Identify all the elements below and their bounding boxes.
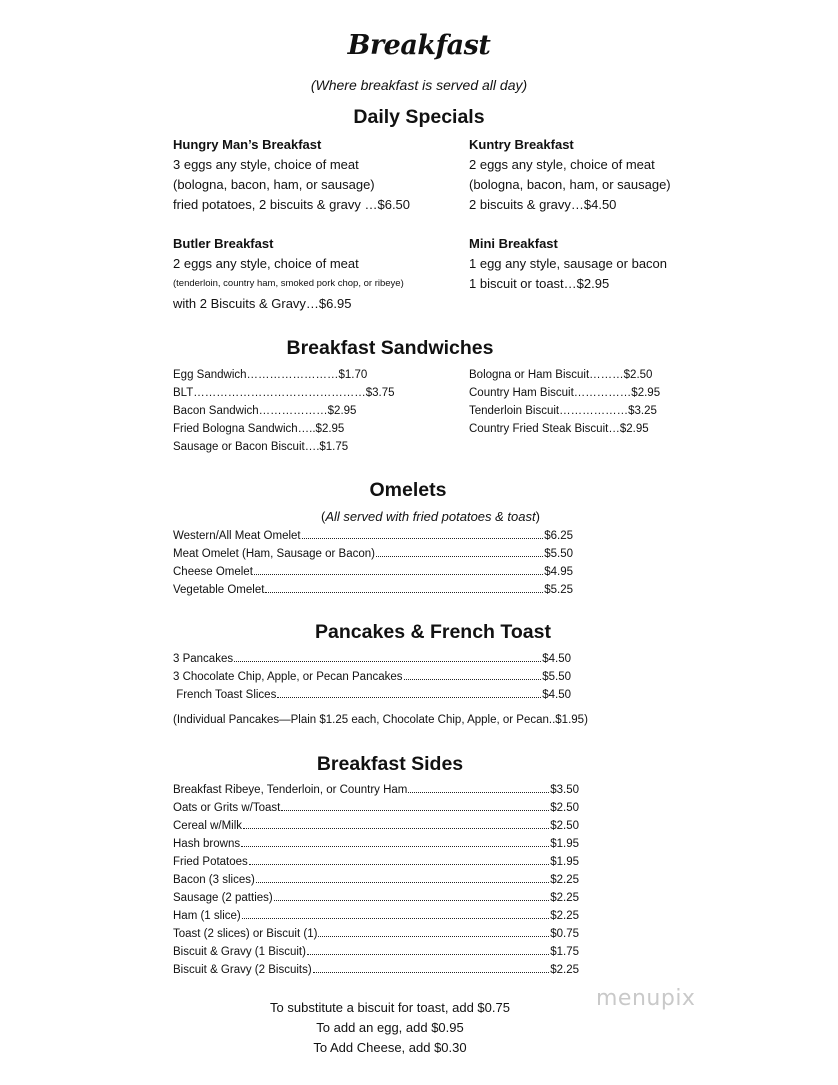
menupix-watermark: menupix <box>596 986 696 1011</box>
menu-row: Cheese Omelet $4.95 <box>173 566 573 578</box>
special-name: Kuntry Breakfast <box>469 137 574 152</box>
pancakes-heading: Pancakes & French Toast <box>315 621 551 643</box>
menu-row: 3 Pancakes $4.50 <box>173 653 571 665</box>
special-kuntry <box>469 135 671 215</box>
sides-heading: Breakfast Sides <box>316 753 464 775</box>
menu-title: Breakfast <box>347 30 491 61</box>
special-mini <box>469 234 667 294</box>
special-line: 3 eggs any style, choice of meat <box>173 157 359 172</box>
menu-line: Country Fried Steak Biscuit…$2.95 <box>469 423 649 435</box>
menu-row: Ham (1 slice) $2.25 <box>173 910 579 922</box>
menu-row: Bacon (3 slices) $2.25 <box>173 874 579 886</box>
special-line: (bologna, bacon, ham, or sausage) <box>173 177 375 192</box>
footer-note: To add an egg, add $0.95 <box>316 1020 464 1035</box>
pancakes-list <box>173 650 571 704</box>
special-name: Mini Breakfast <box>469 236 558 251</box>
menu-row: Toast (2 slices) or Biscuit (1) $0.75 <box>173 928 579 940</box>
menu-row: Oats or Grits w/Toast $2.50 <box>173 802 579 814</box>
omelets-heading: Omelets <box>369 479 447 501</box>
special-line: 2 eggs any style, choice of meat <box>469 157 655 172</box>
pancakes-note: (Individual Pancakes—Plain $1.25 each, Chocolate Chip, Apple, or Pecan..$1.95) <box>173 714 588 726</box>
menu-line: Bacon Sandwich………………$2.95 <box>173 405 357 417</box>
menu-line: BLT………………………………………$3.75 <box>173 387 395 399</box>
special-line: (tenderloin, country ham, smoked pork chop, or ribeye) <box>173 278 404 289</box>
menu-line: Egg Sandwich……………………$1.70 <box>173 369 368 381</box>
menu-row: Meat Omelet (Ham, Sausage or Bacon) $5.50 <box>173 548 573 560</box>
menu-row: Breakfast Ribeye, Tenderloin, or Country Ham $3.50 <box>173 784 579 796</box>
special-line: (bologna, bacon, ham, or sausage) <box>469 177 671 192</box>
special-line: 2 biscuits & gravy…$4.50 <box>469 197 617 212</box>
menu-subtitle: (Where breakfast is served all day) <box>310 77 528 93</box>
daily-specials-heading: Daily Specials <box>353 106 485 128</box>
menu-row: Biscuit & Gravy (2 Biscuits) $2.25 <box>173 964 579 976</box>
special-line: 1 egg any style, sausage or bacon <box>469 256 668 271</box>
menu-row: Hash browns $1.95 <box>173 838 579 850</box>
omelets-note: (All served with fried potatoes & toast) <box>321 509 540 524</box>
omelets-list <box>173 527 573 599</box>
menu-row: French Toast Slices $4.50 <box>173 689 571 701</box>
footer-note: To substitute a biscuit for toast, add $0.75 <box>270 1000 510 1015</box>
sandwiches-heading: Breakfast Sandwiches <box>286 337 494 359</box>
menu-row: Biscuit & Gravy (1 Biscuit) $1.75 <box>173 946 579 958</box>
menu-line: Sausage or Bacon Biscuit….$1.75 <box>173 441 349 453</box>
sandwiches-left-column <box>173 366 395 456</box>
special-line: fried potatoes, 2 biscuits & gravy …$6.50 <box>173 197 411 212</box>
footer-note: To Add Cheese, add $0.30 <box>313 1040 467 1055</box>
menu-row: 3 Chocolate Chip, Apple, or Pecan Pancakes $5.50 <box>173 671 571 683</box>
menu-line: Country Ham Biscuit……………$2.95 <box>469 387 661 399</box>
menu-row: Cereal w/Milk $2.50 <box>173 820 579 832</box>
menu-row: Vegetable Omelet $5.25 <box>173 584 573 596</box>
menu-line: Bologna or Ham Biscuit………$2.50 <box>469 369 653 381</box>
special-butler <box>173 234 404 314</box>
special-name: Hungry Man’s Breakfast <box>173 137 322 152</box>
menu-line: Fried Bologna Sandwich…..$2.95 <box>173 423 345 435</box>
special-hungry-man <box>173 135 410 215</box>
sandwiches-right-column <box>469 366 660 438</box>
special-line: 2 eggs any style, choice of meat <box>173 256 359 271</box>
menu-row: Fried Potatoes $1.95 <box>173 856 579 868</box>
special-name: Butler Breakfast <box>173 236 274 251</box>
menu-row: Western/All Meat Omelet $6.25 <box>173 530 573 542</box>
special-line: with 2 Biscuits & Gravy…$6.95 <box>173 296 352 311</box>
sides-list <box>173 781 579 979</box>
special-line: 1 biscuit or toast…$2.95 <box>469 276 610 291</box>
menu-line: Tenderloin Biscuit………………$3.25 <box>469 405 657 417</box>
menu-row: Sausage (2 patties) $2.25 <box>173 892 579 904</box>
